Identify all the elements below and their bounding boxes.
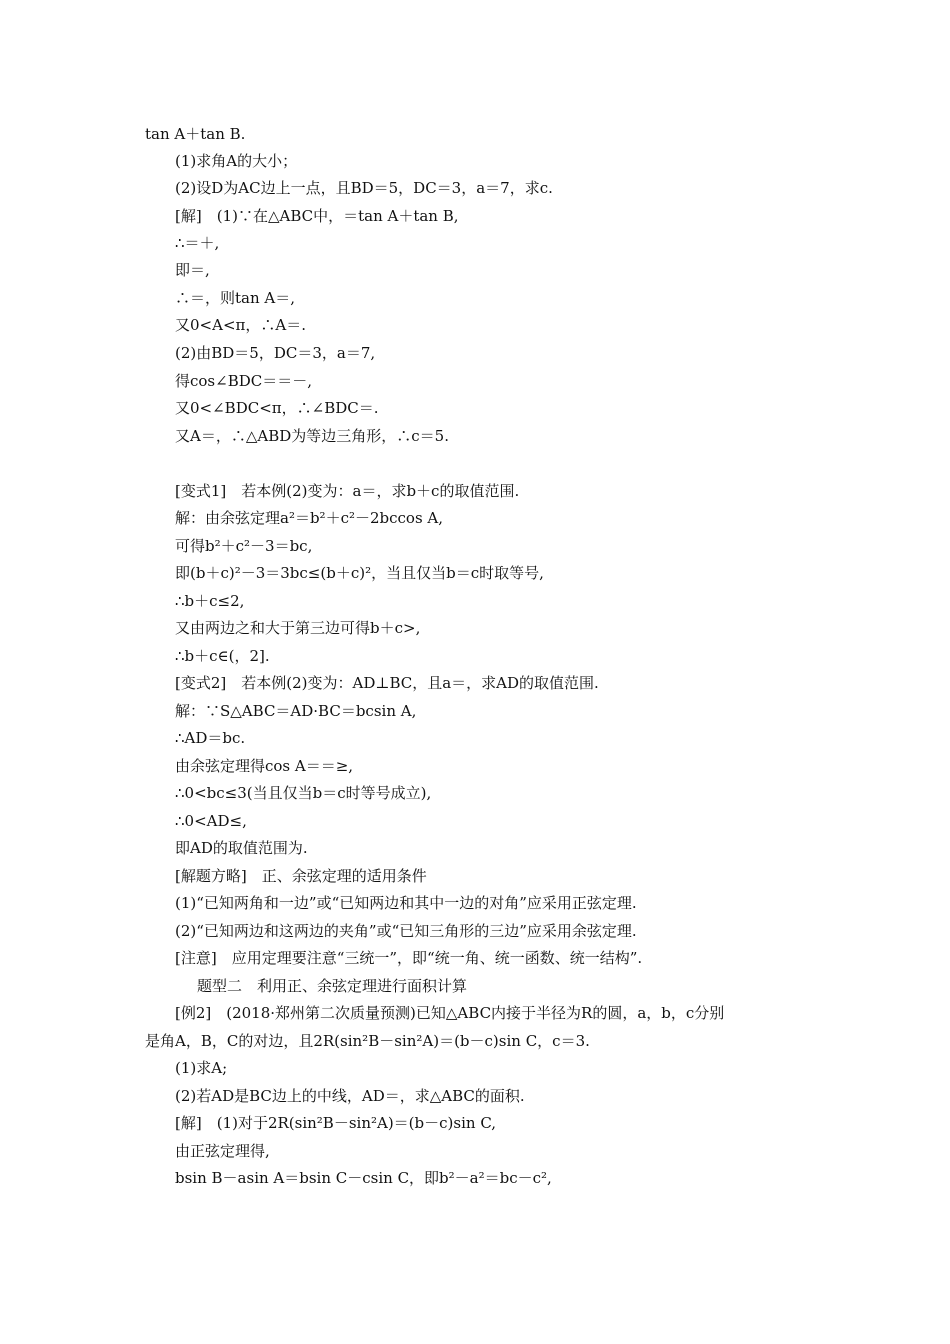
text-line: bsin B－asin A＝bsin C－csin C，即b²－a²＝bc－c², [175,1169,552,1187]
text-line: (2)若AD是BC边上的中线，AD＝，求△ABC的面积. [175,1087,525,1105]
text-line: ∴＝＋, [175,234,220,252]
text-line: ∴b＋c∈(，2]. [175,647,270,665]
text-line: (1)求A; [175,1059,228,1077]
text-line: 是角A，B，C的对边，且2R(sin²B－sin²A)＝(b－c)sin C，c＝3. [145,1032,590,1050]
text-line: [变式1] 若本例(2)变为：a＝，求b＋c的取值范围. [175,482,520,500]
text-line: [例2] (2018·郑州第二次质量预测)已知△ABC内接于半径为R的圆，a，b，c分别 [175,1004,725,1022]
text-line: 解：∵S△ABC＝AD·BC＝bcsin A, [175,702,417,720]
text-line: 即AD的取值范围为. [175,839,308,857]
text-line: tan A＋tan B. [145,125,246,143]
text-line: ∴b＋c≤2, [175,592,245,610]
text-line: 由正弦定理得, [175,1142,270,1160]
text-line: ∴AD＝bc. [175,729,246,747]
text-line: (2)“已知两边和这两边的夹角”或“已知三角形的三边”应采用余弦定理. [175,922,637,940]
text-line: 又由两边之和大于第三边可得b＋c>, [175,619,421,637]
text-line: 由余弦定理得cos A＝＝≥, [175,757,354,775]
text-line: [变式2] 若本例(2)变为：AD⊥BC，且a＝，求AD的取值范围. [175,674,599,692]
text-line: (2)设D为AC边上一点，且BD＝5，DC＝3，a＝7，求c. [175,179,553,197]
text-line: 又0<∠BDC<π，∴∠BDC＝. [175,399,379,417]
text-line: ∴0<bc≤3(当且仅当b＝c时等号成立), [175,784,432,802]
text-line: 即(b＋c)²－3＝3bc≤(b＋c)²，当且仅当b＝c时取等号, [175,564,544,582]
text-line: ∴＝，则tan A＝, [175,289,296,307]
text-line: 又0<A<π，∴A＝. [175,316,306,334]
text-line: [解] (1)对于2R(sin²B－sin²A)＝(b－c)sin C, [175,1114,497,1132]
section-heading: 题型二 利用正、余弦定理进行面积计算 [197,977,468,995]
text-line: [注意] 应用定理要注意“三统一”，即“统一角、统一函数、统一结构”. [175,949,643,967]
text-line: 又A＝，∴△ABD为等边三角形，∴c＝5. [175,427,449,445]
text-line: ∴0<AD≤, [175,812,247,830]
text-line: (1)“已知两角和一边”或“已知两边和其中一边的对角”应采用正弦定理. [175,894,637,912]
text-line: (1)求角A的大小； [175,152,298,170]
text-line: (2)由BD＝5，DC＝3，a＝7, [175,344,376,362]
text-line: 得cos∠BDC＝＝－, [175,372,312,390]
text-line: [解] (1)∵在△ABC中，＝tan A＋tan B, [175,207,459,225]
text-line: [解题方略] 正、余弦定理的适用条件 [175,867,427,885]
text-line: 可得b²＋c²－3＝bc, [175,537,313,555]
text-line: 即＝, [175,261,210,279]
text-line: 解：由余弦定理a²＝b²＋c²－2bccos A, [175,509,444,527]
